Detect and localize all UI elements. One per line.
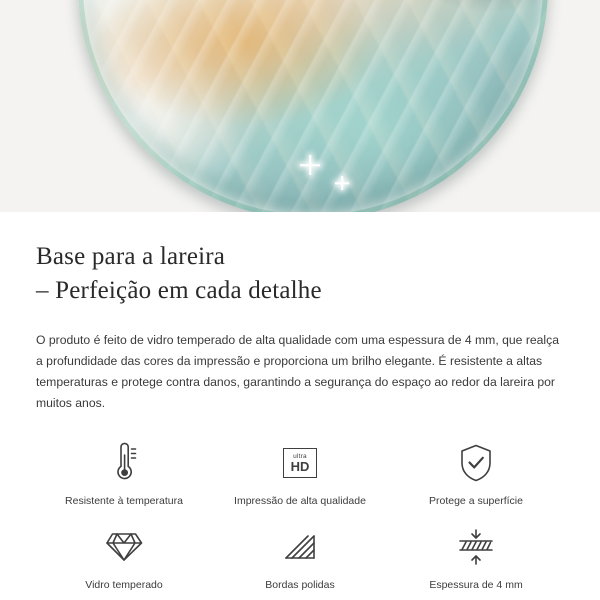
feature-label: Vidro temperado [85,579,163,591]
ultra-hd-icon [283,440,317,486]
feature-item-polished-edges [212,524,388,592]
feature-label: Bordas polidas [265,579,335,591]
thermometer-icon [104,440,144,486]
hero-product-image [0,0,600,212]
feature-item-print-quality [212,440,388,508]
polished-edges-icon [280,524,320,570]
ultra-hd-badge-top: ultra [293,453,307,460]
feature-label: Impressão de alta qualidade [234,495,366,507]
ultra-hd-badge-bottom: HD [290,459,310,474]
page-title [36,240,564,308]
headline-line-2: – Perfeição em cada detalhe [36,277,322,304]
feature-label: Resistente à temperatura [65,495,183,507]
thickness-4mm-icon [454,524,498,570]
headline-line-1: Base para a lareira [36,243,226,270]
feature-item-thickness [388,524,564,592]
feature-label: Protege a superfície [429,495,523,507]
feature-item-tempered-glass [36,524,212,592]
body-paragraph: O produto é feito de vidro temperado de alta qualidade com uma espessura de 4 mm, que realça a profundidade das cores da impressão e proporciona um brilho elegante. É resistente a altas temperaturas e protege contra danos, garantindo a segurança do espaço ao redor da lareira por muitos anos. [36,333,560,410]
feature-item-temperature [36,440,212,508]
feature-label: Espessura de 4 mm [429,579,523,591]
feature-grid [36,440,564,592]
feature-item-surface-protection [388,440,564,508]
shield-check-icon [458,440,494,486]
diamond-icon [104,524,144,570]
